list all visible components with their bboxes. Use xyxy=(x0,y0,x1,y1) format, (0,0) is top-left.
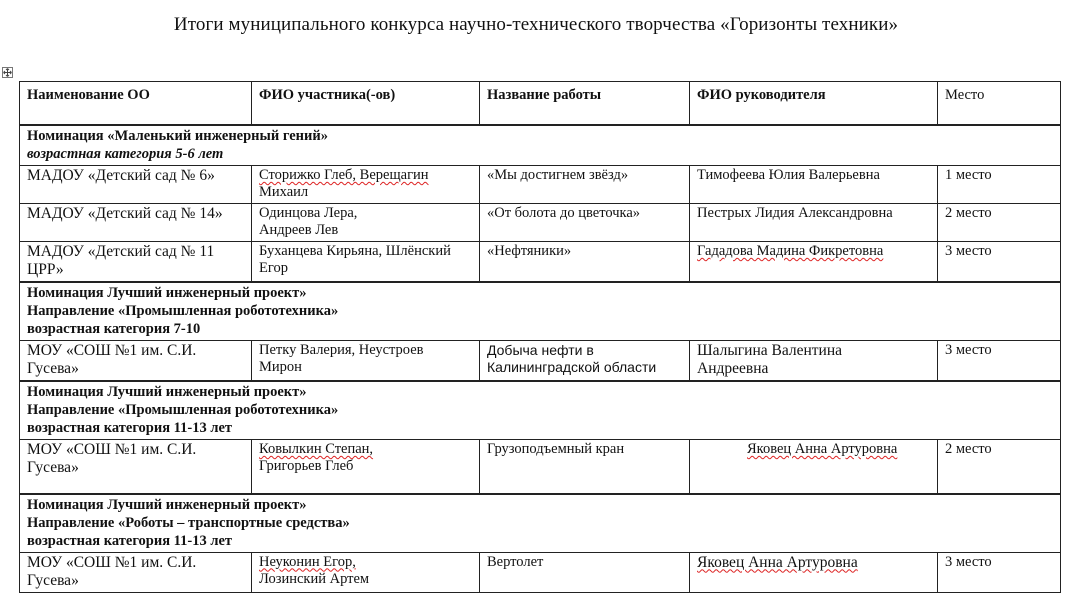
work-cell: «Мы достигнем звёзд» xyxy=(480,166,690,204)
org-cell: МОУ «СОШ №1 им. С.И. Гусева» xyxy=(20,440,252,494)
table-row xyxy=(20,242,1061,283)
work-cell: Вертолет xyxy=(480,552,690,592)
header-participants: ФИО участника(-ов) xyxy=(252,82,480,126)
direction-title: Направление «Промышленная робототехника» xyxy=(27,402,339,418)
leader-cell: Гададова Мадина Фикретовна xyxy=(690,242,938,283)
header-leader: ФИО руководителя xyxy=(690,82,938,126)
table-move-handle-icon[interactable] xyxy=(2,67,13,78)
org-cell: МАДОУ «Детский сад № 11 ЦРР» xyxy=(20,242,252,283)
work-cell: «От болота до цветочка» xyxy=(480,204,690,242)
nomination-title: Номинация Лучший инженерный проект» xyxy=(27,285,307,301)
work-cell: Грузоподъемный кран xyxy=(480,440,690,494)
participants-cell: Буханцева Кирьяна, Шлёнский Егор xyxy=(252,242,480,283)
nomination-cell xyxy=(20,282,1061,341)
table-row xyxy=(20,204,1061,242)
header-org: Наименование ОО xyxy=(20,82,252,126)
age-category: возрастная категория 11-13 лет xyxy=(27,420,233,436)
participants-cell: Ковылкин Степан, Григорьев Глеб xyxy=(252,440,480,494)
results-table xyxy=(19,81,1061,593)
participants-cell: Сторижко Глеб, Верещагин Михаил xyxy=(252,166,480,204)
header-place: Место xyxy=(938,82,1061,126)
table-row xyxy=(20,166,1061,204)
direction-title: Направление «Роботы – транспортные средства» xyxy=(27,514,350,531)
participants-cell: Одинцова Лера, Андреев Лев xyxy=(252,204,480,242)
nomination-row xyxy=(20,494,1061,553)
org-cell: МОУ «СОШ №1 им. С.И. Гусева» xyxy=(20,341,252,382)
org-cell: МАДОУ «Детский сад № 6» xyxy=(20,166,252,204)
org-cell: МОУ «СОШ №1 им. С.И. Гусева» xyxy=(20,552,252,592)
work-cell: «Нефтяники» xyxy=(480,242,690,283)
nomination-row xyxy=(20,125,1061,166)
nomination-title: Номинация Лучший инженерный проект» xyxy=(27,496,307,513)
place-cell: 3 место xyxy=(938,242,1061,283)
leader-cell: Яковец Анна Артуровна xyxy=(690,440,938,494)
document-title: Итоги муниципального конкурса научно-технического творчества «Горизонты техники» xyxy=(173,14,899,35)
table-row xyxy=(20,552,1061,592)
age-category: возрастная категория 11-13 лет xyxy=(27,532,233,549)
header-work: Название работы xyxy=(480,82,690,126)
nomination-row xyxy=(20,282,1061,341)
table-row xyxy=(20,440,1061,494)
work-cell: Добыча нефти в Калининградской области xyxy=(480,341,690,382)
org-cell: МАДОУ «Детский сад № 14» xyxy=(20,204,252,242)
place-cell: 2 место xyxy=(938,440,1061,494)
nomination-cell xyxy=(20,494,1061,553)
nomination-title: Номинация «Маленький инженерный гений» xyxy=(27,128,328,144)
age-category: возрастная категория 7-10 xyxy=(27,321,201,337)
age-category: возрастная категория 5-6 лет xyxy=(27,146,224,162)
nomination-cell xyxy=(20,381,1061,440)
place-cell: 1 место xyxy=(938,166,1061,204)
leader-cell: Тимофеева Юлия Валерьевна xyxy=(690,166,938,204)
leader-cell: Пестрых Лидия Александровна xyxy=(690,204,938,242)
participants-cell: Неуконин Егор, Лозинский Артем xyxy=(252,552,480,592)
table-row xyxy=(20,341,1061,382)
leader-cell: Яковец Анна Артуровна xyxy=(690,552,938,592)
direction-title: Направление «Промышленная робототехника» xyxy=(27,303,339,319)
nomination-row xyxy=(20,381,1061,440)
leader-cell: Шалыгина Валентина Андреевна xyxy=(690,341,938,382)
place-cell: 3 место xyxy=(938,341,1061,382)
table-header-row xyxy=(20,82,1061,126)
participants-cell: Петку Валерия, Неустроев Мирон xyxy=(252,341,480,382)
place-cell: 3 место xyxy=(938,552,1061,592)
place-cell: 2 место xyxy=(938,204,1061,242)
nomination-cell xyxy=(20,125,1061,166)
nomination-title: Номинация Лучший инженерный проект» xyxy=(27,384,307,400)
